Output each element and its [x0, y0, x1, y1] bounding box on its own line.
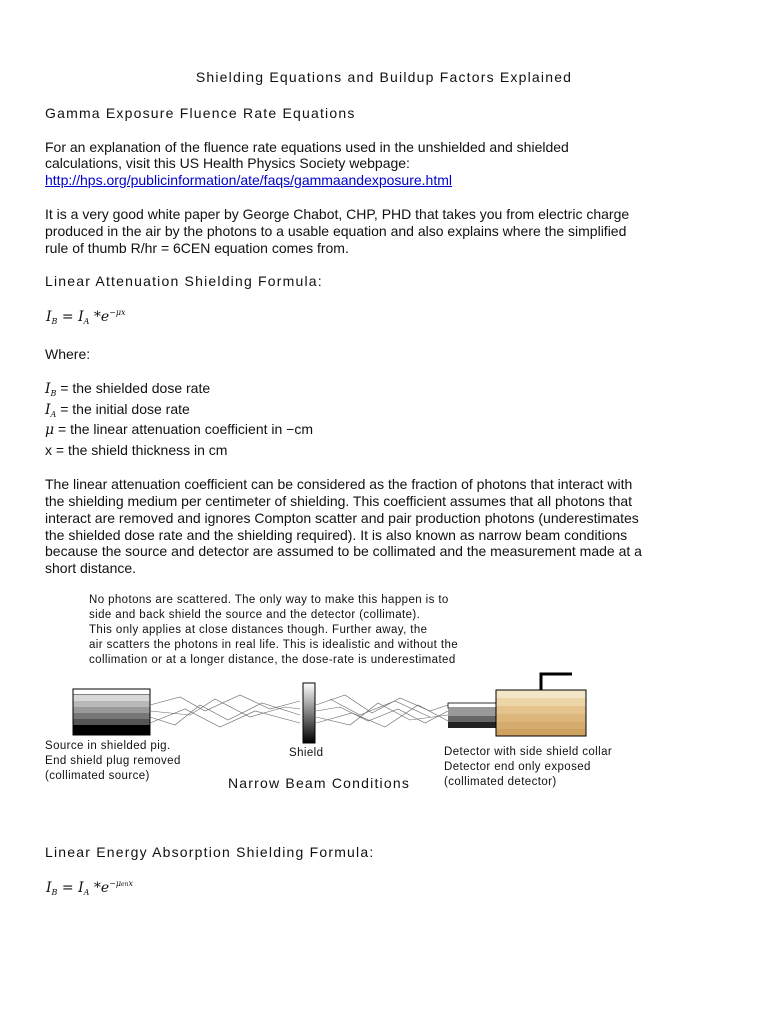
definition-row: μ = the linear attenuation coefficient in −cm [45, 421, 314, 438]
detector-graphic [496, 674, 586, 736]
definition-row: x = the shield thickness in cm [45, 442, 228, 458]
definition-row: $I_B$ = the shielded dose rate [45, 380, 211, 398]
section-heading-fluence: Gamma Exposure Fluence Rate Equations [45, 105, 356, 121]
paragraph-line: the shielding medium per centimeter of shielding. This coefficient assumes that all photons that [45, 493, 633, 509]
diagram-note-line: side and back shield the source and the detector (collimate). [89, 609, 421, 621]
paragraph-line: calculations, visit this US Health Physics Society webpage: [45, 155, 410, 171]
shield-label: Shield [289, 747, 324, 759]
shield-graphic [303, 683, 315, 743]
paragraph-line: For an explanation of the fluence rate equations used in the unshielded and shielded [45, 139, 569, 155]
where-label: Where: [45, 346, 91, 362]
diagram-note-line: air scatters the photons in real life. This is idealistic and without the [89, 639, 459, 651]
paragraph-line: short distance. [45, 560, 137, 576]
paragraph-line: rule of thumb R/hr = 6CEN equation comes from. [45, 240, 349, 256]
diagram-caption: Narrow Beam Conditions [228, 775, 411, 791]
section-heading-linear-energy: Linear Energy Absorption Shielding Formula: [45, 844, 375, 860]
diagram-note-line: No photons are scattered. The only way to make this happen is to [89, 594, 449, 606]
paragraph-line: the shielded dose rate and the shielding required). It is also known as narrow beam conditions [45, 527, 628, 543]
diagram-note-line: This only applies at close distances though. Further away, the [89, 624, 428, 636]
narrow-beam-diagram [0, 665, 768, 745]
paragraph-line: because the source and detector are assumed to be collimated and the measurement made at a [45, 543, 642, 559]
detector-collar-graphic [448, 703, 496, 728]
page-title: Shielding Equations and Buildup Factors Explained [195, 69, 573, 85]
source-label: Source in shielded pig. [45, 740, 171, 752]
paragraph-line: interact are removed and ignores Compton scatter and pair production photons (underestimates [45, 510, 639, 526]
section-heading-linear-attenuation: Linear Attenuation Shielding Formula: [45, 273, 323, 289]
hps-link[interactable]: http://hps.org/publicinformation/ate/faqs/gammaandexposure.html [45, 172, 453, 188]
detector-label: Detector with side shield collar [444, 746, 613, 758]
diagram-note-line: collimation or at a longer distance, the dose-rate is underestimated [89, 654, 456, 666]
photon-scatter-lines [150, 695, 448, 727]
definition-row: $I_A$ = the initial dose rate [45, 401, 190, 419]
source-label: (collimated source) [45, 770, 150, 782]
detector-label: Detector end only exposed [444, 761, 591, 773]
paragraph-line: The linear attenuation coefficient can be considered as the fraction of photons that interact with [45, 476, 633, 492]
paragraph-line: produced in the air by the photons to a usable equation and also explains where the simplified [45, 223, 627, 239]
attenuation-formula: $I_B = I_A$ $*e^{-\mu x}$ [46, 308, 126, 326]
source-label: End shield plug removed [45, 755, 181, 767]
detector-label: (collimated detector) [444, 776, 557, 788]
collimated-source-graphic [73, 689, 150, 735]
paragraph-line: It is a very good white paper by George Chabot, CHP, PHD that takes you from electric charge [45, 206, 630, 222]
energy-absorption-formula: $I_B = I_A$ $*e^{-\mu enx}$ [46, 879, 133, 897]
